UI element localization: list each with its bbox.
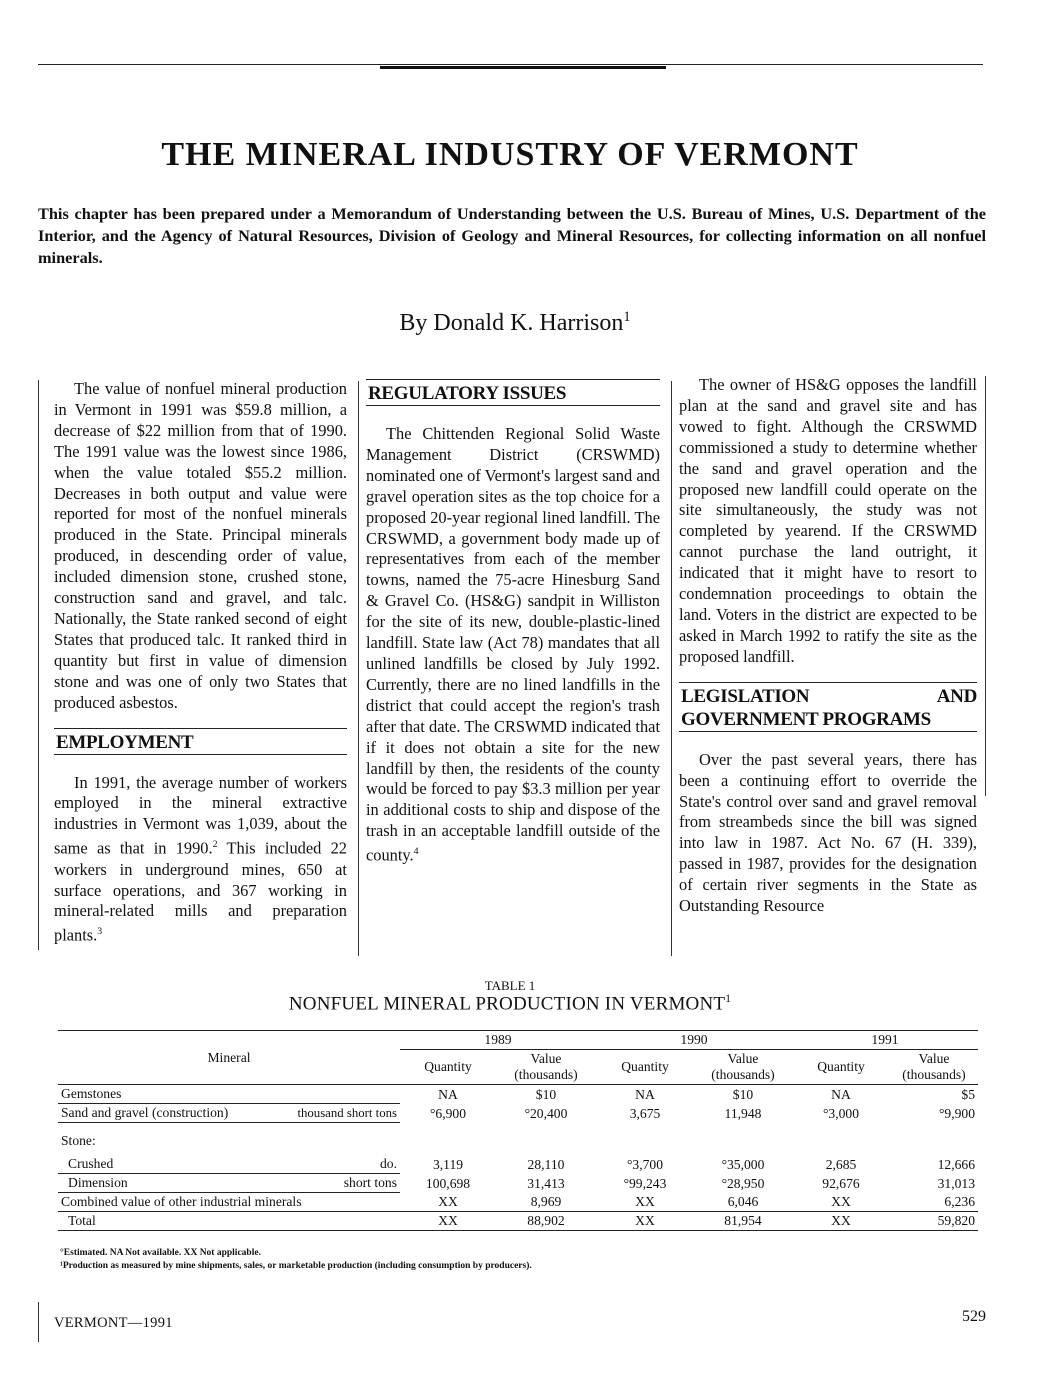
cell: XX	[400, 1212, 496, 1231]
cell: $10	[732, 1086, 754, 1102]
mineral-header: Mineral	[58, 1031, 400, 1085]
column-3	[679, 375, 977, 917]
quantity-header: Quantity	[792, 1050, 890, 1085]
quantity-header: Quantity	[596, 1050, 694, 1085]
year-header-1990: 1990	[596, 1031, 792, 1050]
cell: °6,900	[429, 1105, 467, 1121]
cell: XX	[792, 1212, 890, 1231]
cell: 88,902	[496, 1212, 596, 1231]
row-unit: short tons	[288, 1174, 400, 1193]
cell: 8,969	[496, 1193, 596, 1212]
employment-paragraph	[54, 773, 347, 947]
header-rule-accent	[380, 66, 666, 69]
row-label: Gemstones	[58, 1085, 400, 1104]
footer-rule	[38, 1302, 39, 1342]
production-table	[58, 1030, 978, 1231]
table-title-text: NONFUEL MINERAL PRODUCTION IN VERMONT	[288, 993, 726, 1015]
cell: °28,950	[721, 1175, 765, 1191]
row-unit: do.	[288, 1150, 400, 1174]
value-header-unit: (thousands)	[711, 1067, 775, 1082]
row-label: Stone:	[61, 1133, 96, 1148]
regulatory-paragraph	[366, 424, 660, 867]
row-label: Crushed	[58, 1150, 288, 1174]
employment-text-b: This included 22 workers in underground mines, 650 at surface operations, and 367 working in mineral-related mills and preparation plants.	[54, 838, 347, 945]
cell: XX	[596, 1212, 694, 1231]
cell: NA	[635, 1086, 655, 1102]
author: By Donald K. Harrison	[399, 310, 624, 336]
cell: 28,110	[527, 1156, 565, 1172]
cell: XX	[792, 1193, 890, 1212]
column-1	[54, 379, 347, 947]
cell: 31,413	[527, 1175, 565, 1191]
row-unit: thousand short tons	[288, 1104, 400, 1123]
cell: 6,046	[694, 1193, 792, 1212]
cell: $10	[535, 1086, 557, 1102]
regulatory-text: The Chittenden Regional Solid Waste Management District (CRSWMD) nominated one of Vermont's largest sand and gravel operation sites as the top choice for a proposed 20-year regional lined landfill. The CRSWMD, a government body made up of representatives from each of the member towns, named the 75-acre Hinesburg Sand & Gravel Co. (HS&G) sandpit in Williston for the site of its new, double-plastic-lined landfill. State law (Act 78) mandates that all unlined landfills be closed by July 1992. Currently, there are no lined landfills in the district that could accept the region's trash after that date. The CRSWMD indicated that if it does not obtain a site for the new landfill by then, the residents of the county would be forced to pay $3.3 million per year in additional costs to ship and dispose of the trash in an acceptable landfill outside of the county.	[366, 424, 660, 865]
employment-text-a: In 1991, the average number of workers employed in the mineral extractive industries in Vermont was 1,039, about the same as that in 1990.	[54, 772, 347, 858]
quantity-header: Quantity	[400, 1050, 496, 1085]
cell: °35,000	[721, 1156, 765, 1172]
cell: 12,666	[937, 1156, 975, 1172]
cell: 31,013	[937, 1175, 975, 1191]
cell: 59,820	[890, 1212, 978, 1231]
table-row	[58, 1193, 978, 1212]
cell: 100,698	[425, 1175, 471, 1191]
byline	[0, 309, 1030, 337]
cell: NA	[831, 1086, 851, 1102]
table-row	[58, 1085, 978, 1104]
right-margin-rule	[985, 376, 986, 796]
table-row	[58, 1174, 978, 1193]
footnote-ref-2: 2	[212, 839, 218, 851]
table-year-header	[58, 1031, 978, 1050]
table-title	[0, 993, 1020, 1015]
column-2	[366, 379, 660, 867]
cell: 3,119	[432, 1156, 464, 1172]
value-header-label: Value	[727, 1051, 759, 1066]
regulatory-heading: REGULATORY ISSUES	[366, 379, 660, 406]
column-rule-2	[671, 381, 672, 956]
value-header-label: Value	[918, 1051, 950, 1066]
landfill-paragraph: The owner of HS&G opposes the landfill plan at the sand and gravel site and has vowed to fight. Although the CRSWMD commissioned a study to determine whether the sand and gravel operation and the proposed new landfill could operate on the site simultaneously, the study was not completed by yearend. If the CRSWMD cannot purchase the land outright, it indicated that it might have to resort to condemnation proceedings to obtain the land. Voters in the district are expected to be asked in March 1992 to ratify the site as the proposed landfill.	[679, 375, 977, 666]
value-header	[694, 1050, 792, 1085]
year-header-1989: 1989	[400, 1031, 596, 1050]
cell: °99,243	[623, 1175, 667, 1191]
cell: 11,948	[724, 1105, 762, 1121]
cell: °9,900	[938, 1105, 975, 1121]
table-notes	[60, 1247, 532, 1273]
cell: XX	[400, 1193, 496, 1212]
cell: $5	[961, 1086, 975, 1102]
left-margin-rule	[38, 380, 39, 950]
cell: °3,700	[626, 1156, 664, 1172]
table-title-footnote: 1	[725, 993, 732, 1005]
running-footer: VERMONT—1991	[54, 1315, 173, 1331]
table-total-row	[58, 1212, 978, 1231]
table-row	[58, 1104, 978, 1123]
value-header-unit: (thousands)	[514, 1067, 578, 1082]
footnote-ref-4: 4	[413, 846, 419, 858]
intro-paragraph: This chapter has been prepared under a Memorandum of Understanding between the U.S. Bureau of Mines, U.S. Department of the Interior, and the Agency of Natural Resources, Division of Geology and Mineral Resources, for collecting information on all nonfuel minerals.	[38, 204, 986, 267]
footnote-ref-3: 3	[97, 926, 103, 938]
value-header	[496, 1050, 596, 1085]
cell: NA	[438, 1086, 458, 1102]
row-label: Dimension	[58, 1174, 288, 1193]
employment-heading: EMPLOYMENT	[54, 728, 347, 755]
legislation-heading: LEGISLATION AND GOVERNMENT PROGRAMS	[679, 682, 977, 732]
row-label: Total	[58, 1212, 400, 1231]
table-row	[58, 1123, 978, 1151]
cell: 81,954	[694, 1212, 792, 1231]
header-rule	[38, 64, 983, 65]
row-label: Sand and gravel (construction)	[58, 1104, 288, 1123]
table-label: TABLE 1	[484, 978, 536, 993]
cell: 2,685	[825, 1156, 857, 1172]
byline-footnote: 1	[623, 309, 631, 325]
table-note: °Estimated. NA Not available. XX Not applicable.	[60, 1248, 261, 1258]
cell: XX	[596, 1193, 694, 1212]
column-rule-1	[358, 381, 359, 956]
cell: 3,675	[629, 1105, 661, 1121]
summary-paragraph: The value of nonfuel mineral production in Vermont in 1991 was $59.8 million, a decrease of $22 million from that of 1990. The 1991 value was the lowest since 1986, when the value totaled $55.2 million. Decreases in both output and value were reported for most of the nonfuel minerals produced in the State. Principal minerals produced, in descending order of value, included dimension stone, crushed stone, construction sand and gravel, and talc. Nationally, the State ranked second of eight States that produced talc. It ranked third in quantity but first in value of dimension stone and was one of only two States that produced asbestos.	[54, 379, 347, 712]
value-header	[890, 1050, 978, 1085]
legislation-paragraph: Over the past several years, there has been a continuing effort to override the State's control over sand and gravel removal from streambeds since the bill was signed into law in 1987. Act No. 67 (H. 339), passed in 1987, provides for the designation of certain river segments in the State as Outstanding Resource	[679, 749, 977, 916]
cell: 92,676	[822, 1175, 860, 1191]
value-header-unit: (thousands)	[902, 1067, 966, 1082]
table-note: ¹Production as measured by mine shipments, sales, or marketable production (including consumption by producers).	[60, 1261, 532, 1271]
page-number: 529	[962, 1308, 986, 1325]
cell: 6,236	[890, 1193, 978, 1212]
cell: °3,000	[822, 1105, 860, 1121]
cell: °20,400	[524, 1105, 568, 1121]
year-header-1991: 1991	[792, 1031, 978, 1050]
value-header-label: Value	[530, 1051, 562, 1066]
page-title: THE MINERAL INDUSTRY OF VERMONT	[161, 136, 859, 173]
row-label: Combined value of other industrial minerals	[58, 1193, 400, 1212]
table-row	[58, 1150, 978, 1174]
